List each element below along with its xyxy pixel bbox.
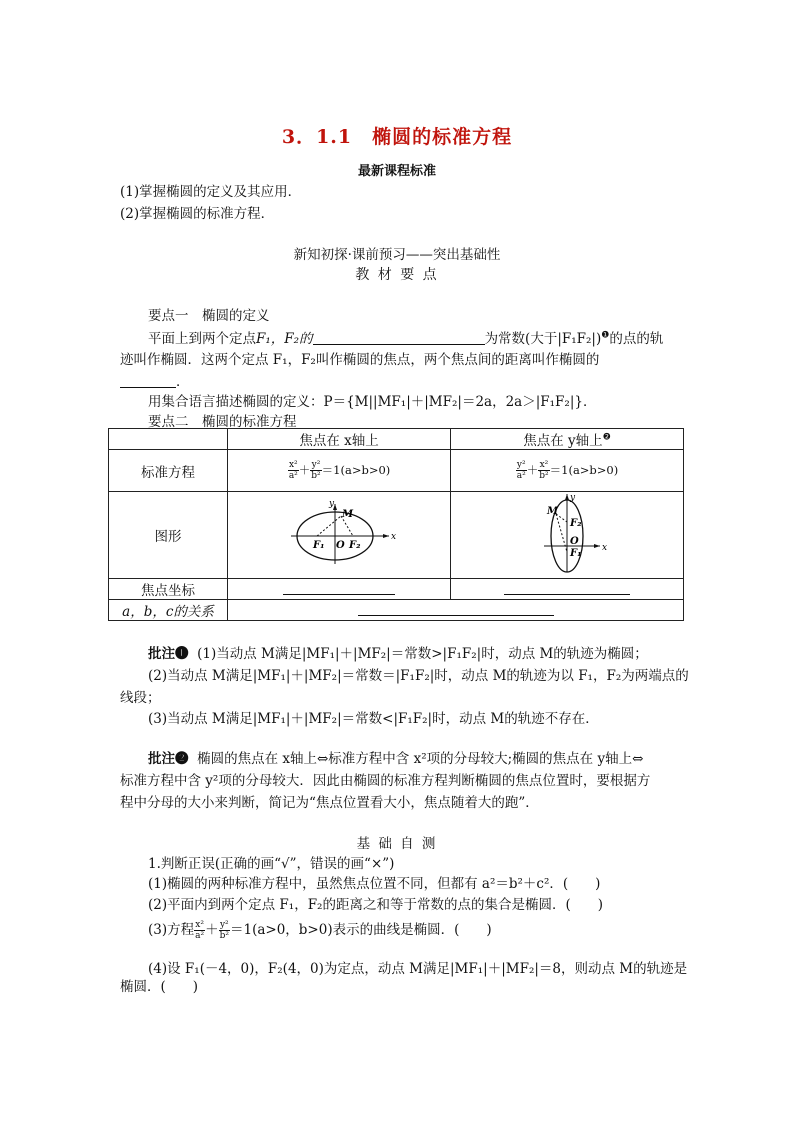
- text-fragment: ＝1(a>b>0): [549, 462, 619, 477]
- numerator: y²: [219, 920, 229, 930]
- selftest-item-4-line2: 椭圆．( ): [120, 979, 199, 995]
- note1-line1: [148, 642, 648, 662]
- table-header-x: 焦点在 x轴上: [228, 429, 451, 450]
- selftest-question: 1.判断正误(正确的画“√”，错误的画“×”): [148, 856, 395, 872]
- ellipse-x-figure: [229, 492, 449, 574]
- label-f1: F₁: [570, 548, 582, 559]
- row-label-focus: 焦点坐标: [109, 579, 228, 600]
- fraction: [219, 920, 230, 941]
- fraction: [310, 460, 321, 481]
- fill-blank[interactable]: [283, 582, 395, 595]
- note1-line4: (3)当动点 M满足|MF₁|＋|MF₂|＝常数<|F₁F₂|时，动点 M的轨迹不存在．: [148, 711, 599, 727]
- note2-line2: 标准方程中含 y²项的分母较大．因此由椭圆的标准方程判断椭圆的焦点位置时，要根据方: [120, 773, 651, 789]
- fraction: [194, 920, 205, 941]
- numerator: x²: [288, 460, 298, 470]
- label-o: O: [336, 540, 345, 551]
- point2-heading: 要点二 椭圆的标准方程: [148, 414, 297, 430]
- label-f2: F₂: [570, 518, 582, 529]
- label-y: y: [570, 493, 576, 503]
- table-row: [109, 450, 684, 492]
- table-cell: [109, 429, 228, 450]
- row-label-figure: 图形: [109, 492, 228, 579]
- text-fragment: (3)方程: [148, 922, 195, 938]
- text-fragment: F₁，F₂的: [256, 331, 313, 347]
- row-label-relation: a，b，c的关系: [109, 600, 228, 621]
- note-marker: ❷: [602, 432, 611, 443]
- note-label: 批注❷: [148, 751, 189, 767]
- selftest-heading: 基 础 自 测: [356, 836, 438, 852]
- x-axis-arrow: [594, 544, 600, 548]
- focus-y-cell: [451, 579, 684, 600]
- standard-equation-table: [108, 428, 684, 621]
- section-banner: 新知初探·课前预习——突出基础性: [293, 247, 501, 263]
- focal-radius: [317, 516, 341, 536]
- row-label-equation: 标准方程: [109, 450, 228, 492]
- text-fragment: 的点的轨: [609, 331, 664, 347]
- section-heading: 教 材 要 点: [355, 267, 439, 283]
- standards-heading: 最新课程标准: [357, 164, 436, 179]
- fraction: [538, 460, 549, 481]
- figure-y-cell: [451, 492, 684, 579]
- table-row: [109, 429, 684, 450]
- text-fragment: 平面上到两个定点: [148, 331, 256, 347]
- table-row: [109, 600, 684, 621]
- y-axis-arrow: [565, 494, 569, 500]
- note1-line3: 线段；: [120, 690, 161, 706]
- text-fragment: 焦点在 y轴上: [523, 433, 603, 449]
- fraction: [516, 460, 527, 481]
- fill-blank[interactable]: [313, 332, 485, 345]
- fraction: [288, 460, 299, 481]
- note1-line2: (2)当动点 M满足|MF₁|＋|MF₂|＝常数＝|F₁F₂|时，动点 M的轨迹为以 F₁，F₂为两端点的: [148, 668, 689, 684]
- text-fragment: ＝1(a>b>0): [321, 462, 391, 477]
- denominator: b²: [311, 471, 321, 481]
- denominator: b²: [539, 471, 549, 481]
- ellipse-y-figure: [452, 492, 682, 574]
- note2-line3: 程中分母的大小来判断，简记为“焦点位置看大小，焦点随着大的跑”．: [120, 795, 539, 811]
- equation: $\frac{\text{x²}}{\text{a²}}$ ＋ $\frac{\text{y²}}{\text{b²}}$ ＝1(a>b>0): [288, 460, 391, 481]
- label-m: M: [342, 509, 354, 520]
- point1-heading: 要点一 椭圆的定义: [148, 308, 270, 324]
- point1-line2: 迹叫作椭圆．这两个定点 F₁，F₂叫作椭圆的焦点，两个焦点间的距离叫作椭圆的: [120, 352, 600, 368]
- text-fragment: ．: [176, 374, 190, 390]
- table-header-y: [451, 429, 684, 450]
- label-y: y: [329, 499, 335, 509]
- page-title: 3．1.1 椭圆的标准方程: [281, 126, 513, 148]
- figure-x-cell: [228, 492, 451, 579]
- selftest-item-4-line1: (4)设 F₁(－4，0)，F₂(4，0)为定点，动点 M满足|MF₁|＋|MF₂|＝8，则动点 M的轨迹是: [148, 961, 688, 977]
- equation: $\frac{\text{y²}}{\text{a²}}$ ＋ $\frac{\text{x²}}{\text{b²}}$ ＝1(a>b>0): [516, 460, 619, 481]
- denominator: a²: [516, 471, 526, 481]
- standard-item: (1)掌握椭圆的定义及其应用．: [120, 184, 302, 200]
- denominator: a²: [288, 471, 298, 481]
- numerator: y²: [516, 460, 526, 470]
- text-fragment: (1)当动点 M满足|MF₁|＋|MF₂|＝常数>|F₁F₂|时，动点 M的轨迹为椭圆；: [197, 646, 648, 662]
- table-row: [109, 579, 684, 600]
- equation-x: [228, 450, 451, 492]
- selftest-item-2: (2)平面内到两个定点 F₁，F₂的距离之和等于常数的点的集合是椭圆．( ): [148, 897, 604, 913]
- text-fragment: 椭圆的焦点在 x轴上⇔标准方程中含 x²项的分母较大;椭圆的焦点在 y轴上⇔: [197, 751, 644, 767]
- x-axis-arrow: [383, 534, 389, 538]
- label-x: x: [602, 543, 608, 553]
- point1-line3: [120, 370, 190, 390]
- fill-blank[interactable]: [504, 582, 630, 595]
- label-x: x: [391, 532, 397, 542]
- denominator: b²: [219, 931, 229, 941]
- focus-x-cell: [228, 579, 451, 600]
- numerator: y²: [311, 460, 321, 470]
- denominator: a²: [195, 931, 205, 941]
- point1-line1: [148, 327, 663, 347]
- table-row: [109, 492, 684, 579]
- fill-blank[interactable]: [120, 375, 176, 388]
- fill-blank[interactable]: [358, 603, 554, 616]
- label-f2: F₂: [349, 540, 361, 551]
- label-f1: F₁: [313, 540, 325, 551]
- selftest-item-1: (1)椭圆的两种标准方程中，虽然焦点位置不同，但都有 a²＝b²＋c²．( ): [148, 876, 601, 892]
- selftest-item-3: (3)方程 $\frac{\text{x²}}{\text{a²}}$ ＋ $\frac{\text{y²}}{\text{b²}}$ ＝1(a>0，b>0)表示的曲线是椭圆．( ): [148, 920, 492, 941]
- numerator: x²: [539, 460, 549, 470]
- note-label: 批注❶: [148, 646, 189, 662]
- relation-cell: [228, 600, 684, 621]
- point1-set-definition: 用集合语言描述椭圆的定义：P＝{M||MF₁|＋|MF₂|＝2a，2a＞|F₁F₂|}．: [148, 394, 597, 410]
- standard-item: (2)掌握椭圆的标准方程．: [120, 206, 275, 222]
- note-marker: ❶: [601, 330, 610, 341]
- text-fragment: 为常数(大于|F₁F₂|): [484, 331, 602, 347]
- text-fragment: ＝1(a>0，b>0)表示的曲线是椭圆．( ): [229, 922, 492, 938]
- numerator: x²: [195, 920, 204, 930]
- label-o: O: [570, 536, 579, 547]
- label-m: M: [547, 506, 559, 517]
- equation-y: [451, 450, 684, 492]
- note2-line1: [148, 747, 643, 767]
